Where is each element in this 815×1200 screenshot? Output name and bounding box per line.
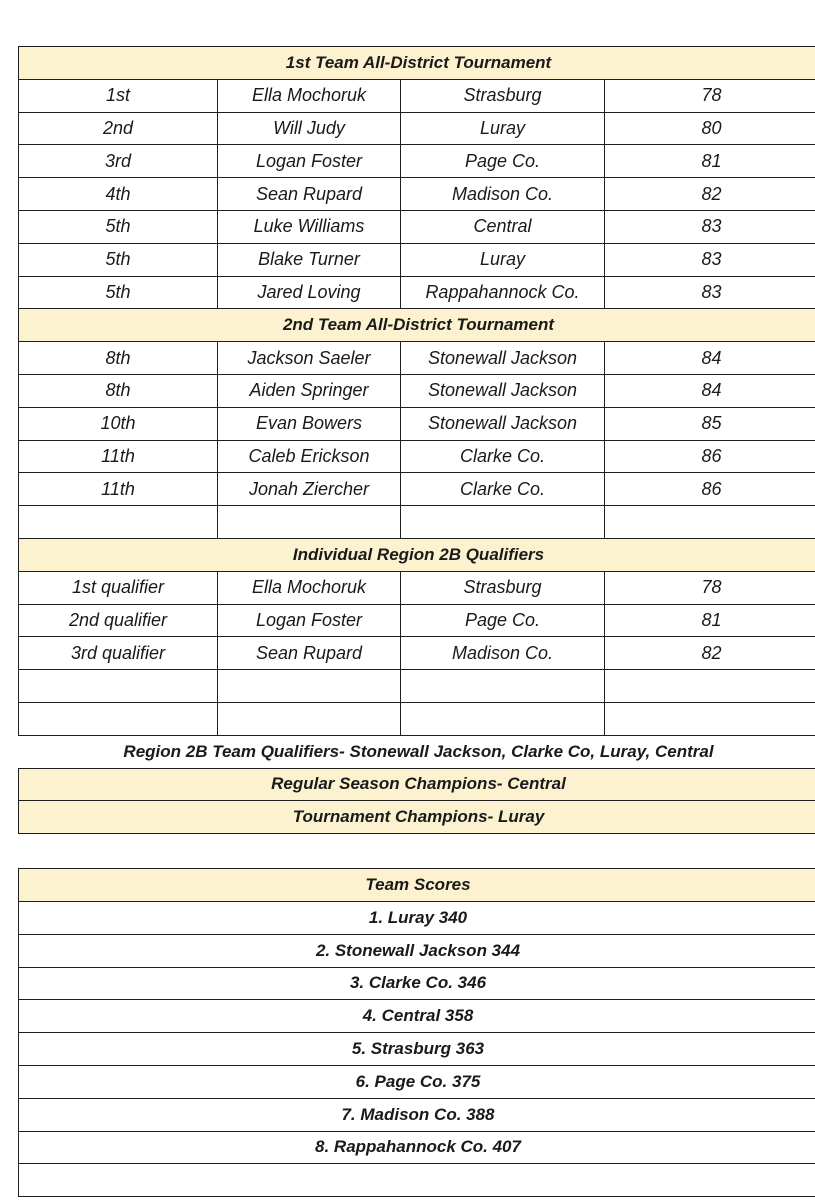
team-score-row bbox=[19, 901, 815, 934]
name-cell: Aiden Springer bbox=[218, 374, 401, 407]
empty-cell bbox=[19, 670, 218, 703]
empty-cell bbox=[218, 670, 401, 703]
name-cell: Sean Rupard bbox=[218, 178, 401, 211]
score-cell: 83 bbox=[605, 243, 815, 276]
tournament-champions-row bbox=[19, 801, 815, 834]
team-score-cell: 6. Page Co. 375 bbox=[19, 1065, 815, 1098]
place-cell: 8th bbox=[19, 342, 218, 375]
place-cell: 11th bbox=[19, 440, 218, 473]
place-cell: 5th bbox=[19, 243, 218, 276]
score-cell: 81 bbox=[605, 145, 815, 178]
school-cell: Madison Co. bbox=[401, 178, 605, 211]
team-scores-header-row bbox=[19, 869, 815, 902]
first-team-header-row bbox=[19, 47, 815, 80]
empty-cell bbox=[218, 506, 401, 539]
empty-row bbox=[19, 1164, 815, 1197]
team-score-cell: 1. Luray 340 bbox=[19, 901, 815, 934]
empty-cell bbox=[605, 506, 815, 539]
place-cell: 11th bbox=[19, 473, 218, 506]
team-score-cell: 8. Rappahannock Co. 407 bbox=[19, 1131, 815, 1164]
name-cell: Logan Foster bbox=[218, 145, 401, 178]
school-cell: Rappahannock Co. bbox=[401, 276, 605, 309]
empty-cell bbox=[401, 506, 605, 539]
section-gap bbox=[18, 834, 815, 868]
table-row bbox=[19, 342, 815, 375]
name-cell: Jared Loving bbox=[218, 276, 401, 309]
team-score-row bbox=[19, 967, 815, 1000]
score-cell: 83 bbox=[605, 276, 815, 309]
school-cell: Luray bbox=[401, 112, 605, 145]
tournament-champions: Tournament Champions- Luray bbox=[19, 801, 815, 834]
team-qualifiers-row bbox=[19, 735, 815, 768]
school-cell: Clarke Co. bbox=[401, 473, 605, 506]
score-cell: 82 bbox=[605, 637, 815, 670]
empty-row bbox=[19, 506, 815, 539]
place-cell: 5th bbox=[19, 276, 218, 309]
empty-cell bbox=[605, 702, 815, 735]
name-cell: Jonah Ziercher bbox=[218, 473, 401, 506]
place-cell: 4th bbox=[19, 178, 218, 211]
empty-cell bbox=[19, 506, 218, 539]
place-cell: 1st qualifier bbox=[19, 571, 218, 604]
table-row bbox=[19, 440, 815, 473]
name-cell: Logan Foster bbox=[218, 604, 401, 637]
empty-cell bbox=[401, 702, 605, 735]
table-row bbox=[19, 407, 815, 440]
table-row bbox=[19, 112, 815, 145]
regular-season-champions: Regular Season Champions- Central bbox=[19, 768, 815, 801]
first-team-title: 1st Team All-District Tournament bbox=[19, 47, 815, 80]
name-cell: Sean Rupard bbox=[218, 637, 401, 670]
table-row bbox=[19, 243, 815, 276]
team-qualifiers-note: Region 2B Team Qualifiers- Stonewall Jackson, Clarke Co, Luray, Central bbox=[19, 735, 815, 768]
name-cell: Evan Bowers bbox=[218, 407, 401, 440]
team-score-cell: 4. Central 358 bbox=[19, 1000, 815, 1033]
region-qualifiers-header-row bbox=[19, 538, 815, 571]
score-cell: 85 bbox=[605, 407, 815, 440]
table-row bbox=[19, 145, 815, 178]
table-row bbox=[19, 276, 815, 309]
place-cell: 5th bbox=[19, 210, 218, 243]
school-cell: Madison Co. bbox=[401, 637, 605, 670]
empty-row bbox=[19, 702, 815, 735]
school-cell: Page Co. bbox=[401, 145, 605, 178]
school-cell: Stonewall Jackson bbox=[401, 407, 605, 440]
score-cell: 80 bbox=[605, 112, 815, 145]
team-score-cell: 2. Stonewall Jackson 344 bbox=[19, 934, 815, 967]
team-scores-body bbox=[19, 869, 815, 1197]
results-table-body bbox=[19, 47, 815, 834]
place-cell: 1st bbox=[19, 79, 218, 112]
empty-cell bbox=[605, 670, 815, 703]
school-cell: Luray bbox=[401, 243, 605, 276]
team-score-cell: 3. Clarke Co. 346 bbox=[19, 967, 815, 1000]
empty-cell bbox=[19, 702, 218, 735]
table-row bbox=[19, 473, 815, 506]
place-cell: 2nd bbox=[19, 112, 218, 145]
name-cell: Luke Williams bbox=[218, 210, 401, 243]
school-cell: Stonewall Jackson bbox=[401, 374, 605, 407]
team-score-row bbox=[19, 1033, 815, 1066]
place-cell: 2nd qualifier bbox=[19, 604, 218, 637]
team-score-row bbox=[19, 1131, 815, 1164]
table-row bbox=[19, 210, 815, 243]
region-qualifiers-title: Individual Region 2B Qualifiers bbox=[19, 538, 815, 571]
team-score-row bbox=[19, 1098, 815, 1131]
name-cell: Ella Mochoruk bbox=[218, 571, 401, 604]
place-cell: 10th bbox=[19, 407, 218, 440]
name-cell: Ella Mochoruk bbox=[218, 79, 401, 112]
score-cell: 86 bbox=[605, 473, 815, 506]
table-row bbox=[19, 571, 815, 604]
team-score-cell: 5. Strasburg 363 bbox=[19, 1033, 815, 1066]
table-row bbox=[19, 604, 815, 637]
score-cell: 82 bbox=[605, 178, 815, 211]
score-cell: 86 bbox=[605, 440, 815, 473]
score-cell: 83 bbox=[605, 210, 815, 243]
results-sheet bbox=[18, 46, 815, 1197]
place-cell: 3rd bbox=[19, 145, 218, 178]
results-table bbox=[18, 46, 815, 834]
score-cell: 78 bbox=[605, 79, 815, 112]
name-cell: Blake Turner bbox=[218, 243, 401, 276]
school-cell: Strasburg bbox=[401, 571, 605, 604]
score-cell: 84 bbox=[605, 342, 815, 375]
score-cell: 78 bbox=[605, 571, 815, 604]
team-score-row bbox=[19, 1000, 815, 1033]
empty-cell bbox=[401, 670, 605, 703]
name-cell: Will Judy bbox=[218, 112, 401, 145]
team-score-row bbox=[19, 934, 815, 967]
team-scores-title: Team Scores bbox=[19, 869, 815, 902]
score-cell: 84 bbox=[605, 374, 815, 407]
regular-season-row bbox=[19, 768, 815, 801]
table-row bbox=[19, 79, 815, 112]
empty-row bbox=[19, 670, 815, 703]
place-cell: 8th bbox=[19, 374, 218, 407]
school-cell: Stonewall Jackson bbox=[401, 342, 605, 375]
school-cell: Central bbox=[401, 210, 605, 243]
table-row bbox=[19, 637, 815, 670]
school-cell: Clarke Co. bbox=[401, 440, 605, 473]
table-row bbox=[19, 178, 815, 211]
second-team-header-row bbox=[19, 309, 815, 342]
place-cell: 3rd qualifier bbox=[19, 637, 218, 670]
second-team-title: 2nd Team All-District Tournament bbox=[19, 309, 815, 342]
school-cell: Page Co. bbox=[401, 604, 605, 637]
score-cell: 81 bbox=[605, 604, 815, 637]
team-score-cell: 7. Madison Co. 388 bbox=[19, 1098, 815, 1131]
school-cell: Strasburg bbox=[401, 79, 605, 112]
name-cell: Caleb Erickson bbox=[218, 440, 401, 473]
empty-cell bbox=[19, 1164, 815, 1197]
team-score-row bbox=[19, 1065, 815, 1098]
table-row bbox=[19, 374, 815, 407]
empty-cell bbox=[218, 702, 401, 735]
name-cell: Jackson Saeler bbox=[218, 342, 401, 375]
team-scores-table bbox=[18, 868, 815, 1197]
